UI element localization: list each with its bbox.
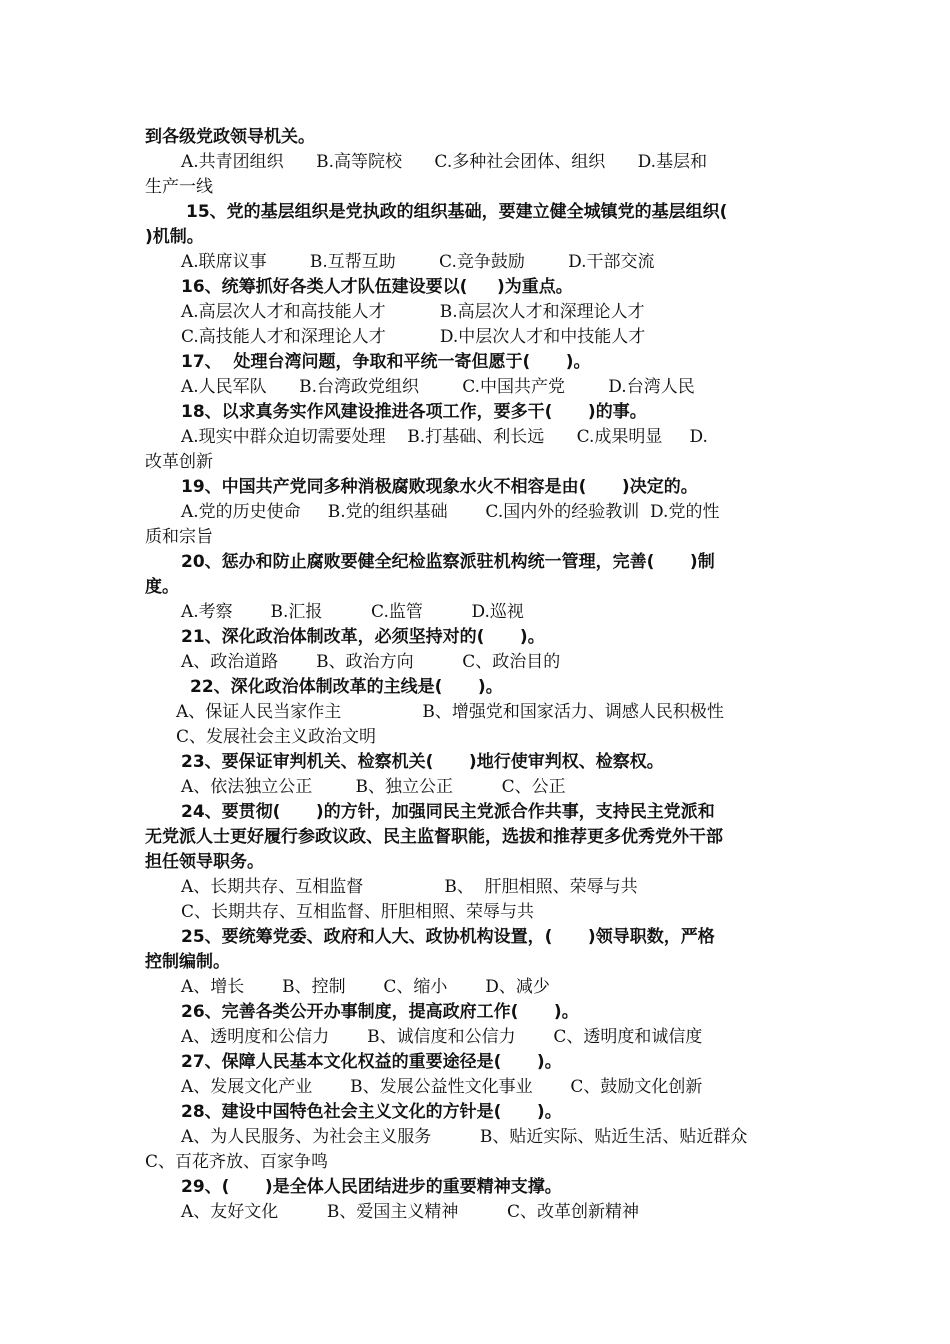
options-line: A、依法独立公正 B、独立公正 C、公正 <box>181 777 566 797</box>
question-line: 29、( )是全体人民团结进步的重要精神支撑。 <box>181 1177 562 1197</box>
question-line: 21、深化政治体制改革，必须坚持对的( )。 <box>181 627 545 647</box>
options-line: A、长期共存、互相监督 B、 肝胆相照、荣辱与共 <box>181 877 638 897</box>
question-line: 24、要贯彻( )的方针，加强同民主党派合作共事，支持民主党派和 <box>181 802 715 822</box>
options-line: A.考察 B.汇报 C.监管 D.巡视 <box>181 602 524 622</box>
text-line: A.共青团组织 B.高等院校 C.多种社会团体、组织 D.基层和 <box>181 152 708 172</box>
question-line: 无党派人士更好履行参政议政、民主监督职能，选拔和推荐更多优秀党外干部 <box>145 827 723 847</box>
question-line: 度。 <box>145 577 179 597</box>
options-line: C、发展社会主义政治文明 <box>176 727 377 747</box>
options-line: C、长期共存、互相监督、肝胆相照、荣辱与共 <box>181 902 535 922</box>
question-line: )机制。 <box>145 227 204 247</box>
options-line: A、为人民服务、为社会主义服务 B、贴近实际、贴近生活、贴近群众 <box>181 1127 748 1147</box>
question-line: 控制编制。 <box>145 952 230 972</box>
question-line: 23、要保证审判机关、检察机关( )地行使审判权、检察权。 <box>181 752 664 772</box>
question-line: 15、党的基层组织是党执政的组织基础，要建立健全城镇党的基层组织( <box>186 202 728 222</box>
question-line: 26、完善各类公开办事制度，提高政府工作( )。 <box>181 1002 579 1022</box>
question-line: 19、中国共产党同多种消极腐败现象水火不相容是由( )决定的。 <box>181 477 698 497</box>
options-line: A、友好文化 B、爱国主义精神 C、改革创新精神 <box>181 1202 640 1222</box>
options-line: A.现实中群众迫切需要处理 B.打基础、利长远 C.成果明显 D. <box>181 427 708 447</box>
text-line: 生产一线 <box>145 177 213 197</box>
options-line: A、增长 B、控制 C、缩小 D、减少 <box>181 977 550 997</box>
options-line: A.人民军队 B.台湾政党组织 C.中国共产党 D.台湾人民 <box>181 377 695 397</box>
options-line: A.高层次人才和高技能人才 B.高层次人才和深理论人才 <box>181 302 645 322</box>
question-line: 18、以求真务实作风建设推进各项工作，要多干( )的事。 <box>181 402 647 422</box>
question-line: 17、 处理台湾问题，争取和平统一寄但愿于( )。 <box>181 352 591 372</box>
options-line: A、发展文化产业 B、发展公益性文化事业 C、鼓励文化创新 <box>181 1077 703 1097</box>
question-line: 27、保障人民基本文化权益的重要途径是( )。 <box>181 1052 562 1072</box>
question-line: 16、统筹抓好各类人才队伍建设要以( )为重点。 <box>181 277 573 297</box>
options-line: A.联席议事 B.互帮互助 C.竞争鼓励 D.干部交流 <box>181 252 655 272</box>
question-line: 担任领导职务。 <box>145 852 264 872</box>
question-line: 28、建设中国特色社会主义文化的方针是( )。 <box>181 1102 562 1122</box>
text-line: 到各级党政领导机关。 <box>145 127 315 147</box>
options-line: C.高技能人才和深理论人才 D.中层次人才和中技能人才 <box>181 327 646 347</box>
options-line: 质和宗旨 <box>145 527 213 547</box>
options-line: A、透明度和公信力 B、诚信度和公信力 C、透明度和诚信度 <box>181 1027 703 1047</box>
options-line: 改革创新 <box>145 452 213 472</box>
question-line: 22、深化政治体制改革的主线是( )。 <box>190 677 503 697</box>
options-line: A、保证人民当家作主 B、增强党和国家活力、调感人民积极性 <box>176 702 724 722</box>
options-line: A、政治道路 B、政治方向 C、政治目的 <box>181 652 561 672</box>
options-line: A.党的历史使命 B.党的组织基础 C.国内外的经验教训 D.党的性 <box>181 502 720 522</box>
options-line: C、百花齐放、百家争鸣 <box>145 1152 329 1172</box>
question-line: 25、要统筹党委、政府和人大、政协机构设置，( )领导职数，严格 <box>181 927 715 947</box>
question-line: 20、惩办和防止腐败要健全纪检监察派驻机构统一管理，完善( )制 <box>181 552 715 572</box>
